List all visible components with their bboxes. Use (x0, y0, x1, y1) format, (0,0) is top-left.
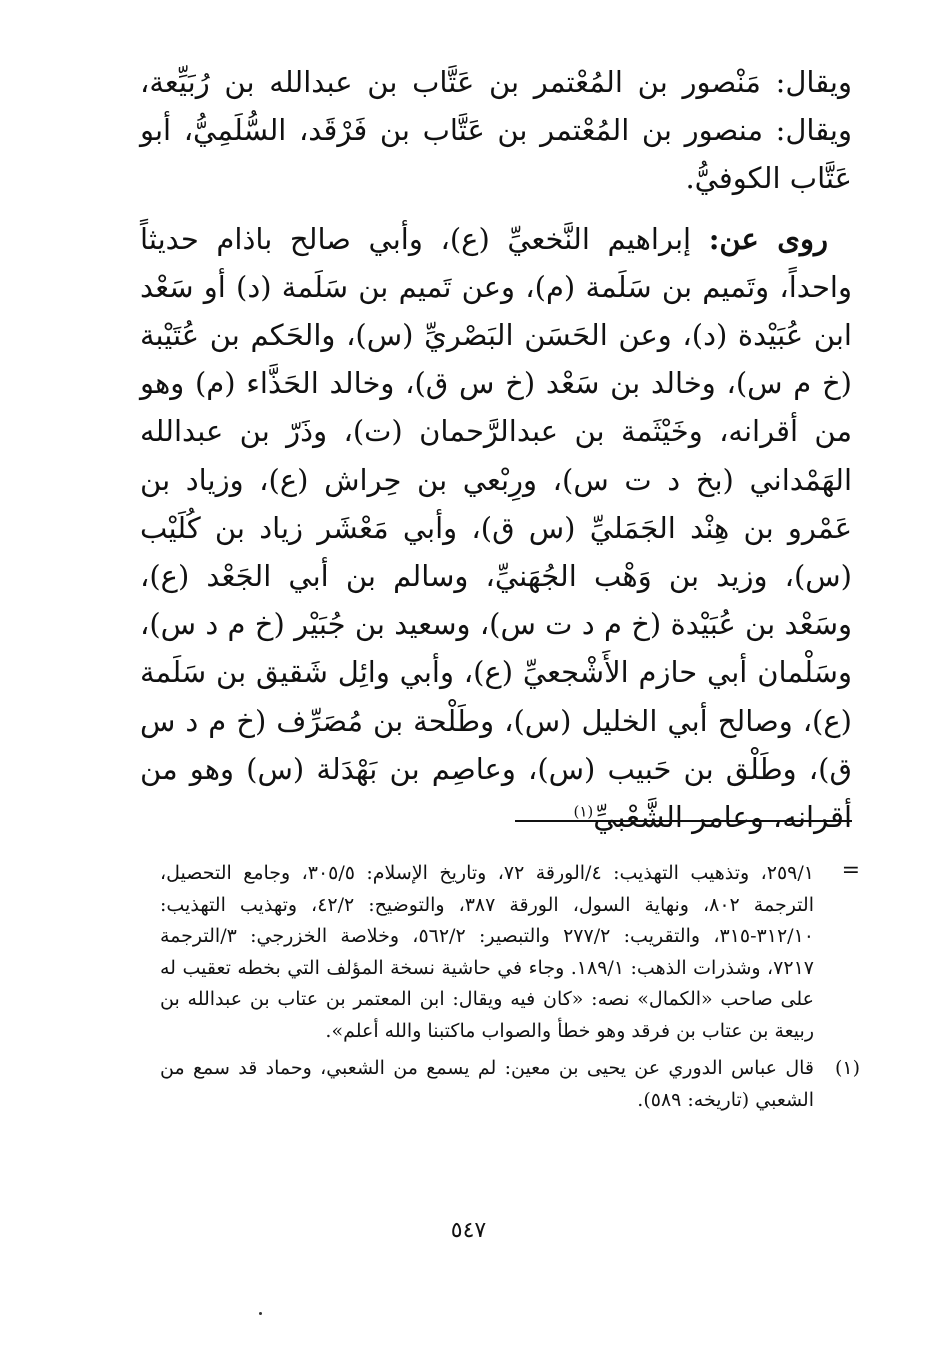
continuation-text: ٢٥٩/١، وتذهيب التهذيب: ٤/الورقة ٧٢، وتاريخ الإسلام: ٣٠٥/٥، وجامع التحصيل، الترجمة ٨٠٢، ونهاية السول، الورقة ٣٨٧، والتوضيح: ٤٢/٢، وتهذيب التهذيب: ٣١٢/١٠-٣١٥، والتقريب: ٢٧٧/٢ والتبصير: ٥٦٢/٢، وخلاصة الخزرجي: ٣/الترجمة ٧٢١٧، وشذرات الذهب: ١٨٩/١. وجاء في حاشية نسخة المؤلف التي بخطه تعقيب له على صاحب «الكمال» نصه: «كان فيه ويقال: ابن المعتمر بن عتاب بن عبدالله بن ربيعة بن عتاب بن فرقد وهو خطأ والصواب ماكتبنا والله أعلم». (160, 862, 814, 1042)
footnotes-block (160, 858, 860, 1116)
footnote-1-text: قال عباس الدوري عن يحيى بن معين: لم يسمع من الشعبي، وحماد قد سمع من الشعبي (تاريخه: ٥٨٩). (160, 1057, 814, 1111)
biography-name-paragraph: ويقال: مَنْصور بن المُعْتمر بن عَتَّاب بن عبدالله بن رُبَيِّعة، ويقال: منصور بن المُعْتمر بن عَتَّاب بن فَرْقَد، السُّلَمِيُّ، أبو عَتَّاب الكوفيُّ. (140, 65, 852, 196)
footnote-reference: (١) (573, 802, 594, 821)
main-text-block (140, 58, 852, 841)
page-number: ٥٤٧ (450, 1218, 487, 1243)
continuation-marker: = (841, 858, 860, 883)
footnote-separator-line (515, 820, 852, 822)
narrators-list-text: إبراهيم النَّخعيِّ (ع)، وأبي صالح باذام حديثاً واحداً، وتَميم بن سَلَمة (م)، وعن تَميم بن سَلَمة (د) أو سَعْد ابن عُبَيْدة (د)، وعن الحَسَن البَصْريِّ (س)، والحَكم بن عُتَيْبة (خ م س)، وخالد بن سَعْد (خ س ق)، وخالد الحَذَّاء (م) وهو من أقرانه، وخَيْثَمة بن عبدالرَّحمان (ت)، وذَرّ بن عبدالله الهَمْداني (بخ د ت س)، ورِبْعي بن حِراش (ع)، وزياد بن عَمْرو بن هِنْد الجَمَليِّ (س ق)، وأبي مَعْشَر زياد بن كُلَيْب (س)، وزيد بن وَهْب الجُهَنيِّ، وسالم بن أبي الجَعْد (ع)، وسَعْد بن عُبَيْدة (خ م د ت س)، وسعيد بن جُبَيْر (خ م د س)، وسَلْمان أبي حازم الأَشْجعيِّ (ع)، وأبي وائِل شَقيق بن سَلَمة (ع)، وصالح أبي الخليل (س)، وطَلْحة بن مُصَرِّف (خ م د س ق)، وطَلْق بن حَبيب (س)، وعاصِم بن بَهْدَلة (س) وهو من أقرانه، وعامر الشَّعْبيِّ (140, 221, 852, 835)
footnote-1-marker: (١) (834, 1057, 860, 1079)
footnote-1 (160, 1053, 860, 1116)
footnote-continuation (160, 858, 860, 1047)
scan-speck (259, 1312, 262, 1315)
narrated-from-heading: روى عن: (708, 221, 829, 256)
narrators-paragraph (140, 215, 852, 842)
